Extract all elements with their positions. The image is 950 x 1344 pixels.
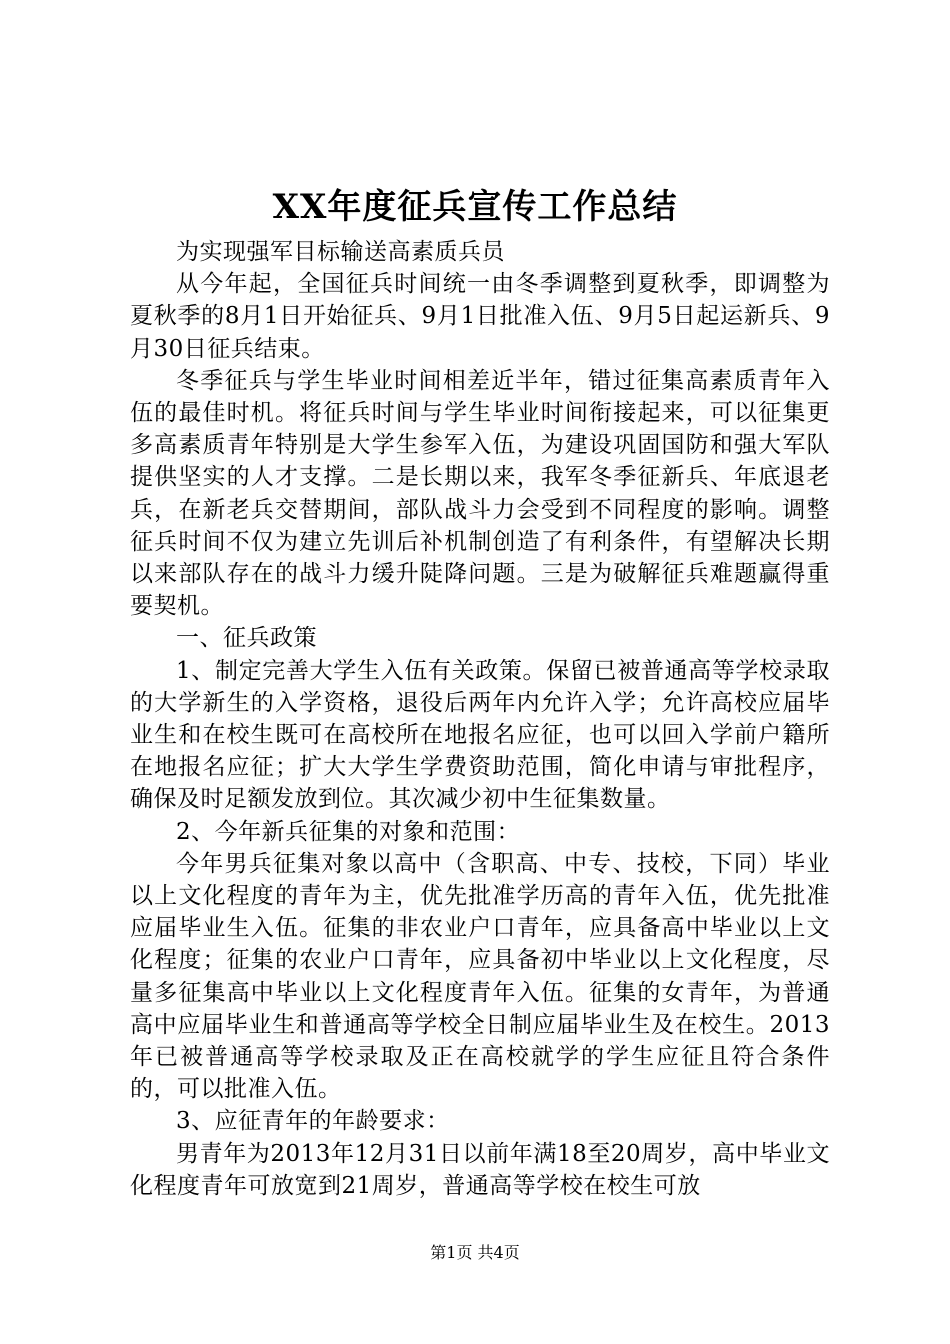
document-title: XX年度征兵宣传工作总结: [272, 187, 678, 227]
paragraph-policy-1: 1、制定完善大学生入伍有关政策。保留已被普通高等学校录取的大学新生的入学资格，退役后两年内允许入学；允许高校应届毕业生和在校生既可在高校所在地报名应征，也可以回入学前户籍所在地报名应征；扩大大学生学费资助范围，简化申请与审批程序，确保及时足额发放到位。其次减少初中生征集数量。: [130, 657, 830, 813]
paragraph-age-requirements: 男青年为2013年12月31日以前年满18至20周岁，高中毕业文化程度青年可放宽到21周岁，普通高等学校在校生可放: [130, 1140, 830, 1199]
paragraph-policy-3-heading: 3、应征青年的年龄要求：: [176, 1108, 450, 1135]
page-footer: 第1页 共4页: [430, 1243, 520, 1262]
paragraph-recruitment-scope: 今年男兵征集对象以高中（含职高、中专、技校，下同）毕业以上文化程度的青年为主，优先批准学历高的青年入伍，优先批准应届毕业生入伍。征集的非农业户口青年，应具备高中毕业以上文化程度；征集的农业户口青年，应具备初中毕业以上文化程度，尽量多征集高中毕业以上文化程度青年入伍。征集的女青年，为普通高中应届毕业生和普通高等学校全日制应届毕业生及在校生。2013年已被普通高等学校录取及正在高校就学的学生应征且符合条件的，可以批准入伍。: [130, 850, 830, 1103]
paragraph-reasons: 冬季征兵与学生毕业时间相差近半年，错过征集高素质青年入伍的最佳时机。将征兵时间与学生毕业时间衔接起来，可以征集更多高素质青年特别是大学生参军入伍，为建设巩固国防和强大军队提供坚实的人才支撑。二是长期以来，我军冬季征新兵、年底退老兵，在新老兵交替期间，部队战斗力会受到不同程度的影响。调整征兵时间不仅为建立先训后补机制创造了有利条件，有望解决长期以来部队存在的战斗力缓升陡降问题。三是为破解征兵难题赢得重要契机。: [130, 367, 830, 620]
paragraph-policy-2-heading: 2、今年新兵征集的对象和范围：: [176, 818, 521, 845]
document-body: [130, 236, 830, 1202]
paragraph-schedule-change: 从今年起，全国征兵时间统一由冬季调整到夏秋季，即调整为夏秋季的8月1日开始征兵、9月1日批准入伍、9月5日起运新兵、9月30日征兵结束。: [130, 271, 830, 362]
section-heading-policy: 一、征兵政策: [176, 625, 317, 652]
paragraph-subtitle: 为实现强军目标输送高素质兵员: [176, 239, 505, 265]
